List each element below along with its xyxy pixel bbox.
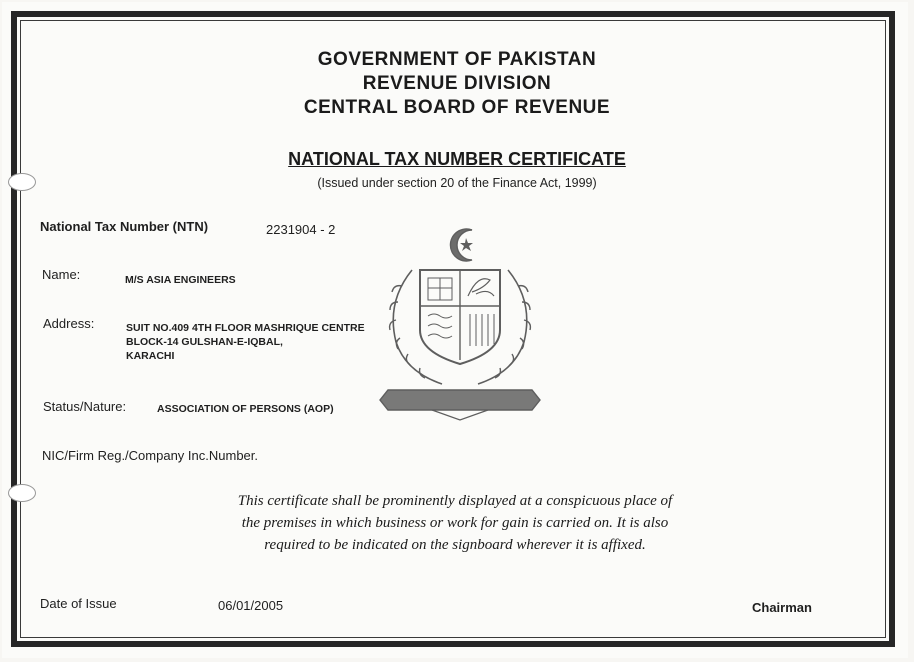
ntn-value: 2231904 - 2 (266, 222, 336, 237)
date-of-issue-label: Date of Issue (40, 596, 117, 611)
ntn-label: National Tax Number (NTN) (40, 219, 209, 234)
header-board: CENTRAL BOARD OF REVENUE (303, 97, 611, 118)
punch-hole-bottom (8, 484, 36, 502)
chairman-signature-label: Chairman (752, 600, 812, 615)
display-notice (160, 490, 750, 556)
status-value: ASSOCIATION OF PERSONS (AOP) (157, 403, 334, 415)
address-label: Address: (43, 316, 95, 331)
pakistan-state-emblem-icon (372, 222, 548, 422)
address-line-1: SUIT NO.409 4TH FLOOR MASHRIQUE CENTRE (126, 322, 365, 334)
certificate-title: NATIONAL TAX NUMBER CERTIFICATE (288, 149, 626, 169)
address-value (126, 321, 365, 363)
notice-line-1: This certificate shall be prominently displayed at a conspicuous place of (237, 493, 673, 509)
header-government: GOVERNMENT OF PAKISTAN (317, 49, 597, 70)
name-value: M/S ASIA ENGINEERS (125, 274, 236, 286)
status-label: Status/Nature: (43, 399, 127, 414)
header-division: REVENUE DIVISION (362, 73, 552, 94)
certificate-subtitle: (Issued under section 20 of the Finance Act, 1999) (317, 176, 597, 190)
address-line-3: KARACHI (126, 350, 175, 362)
name-label: Name: (42, 267, 81, 282)
notice-line-2: the premises in which business or work for gain is carried on. It is also (241, 515, 669, 531)
nic-label: NIC/Firm Reg./Company Inc.Number. (42, 448, 259, 463)
address-line-2: BLOCK-14 GULSHAN-E-IQBAL, (126, 336, 283, 348)
date-of-issue-value: 06/01/2005 (218, 598, 284, 613)
notice-line-3: required to be indicated on the signboard wherever it is affixed. (264, 537, 646, 553)
